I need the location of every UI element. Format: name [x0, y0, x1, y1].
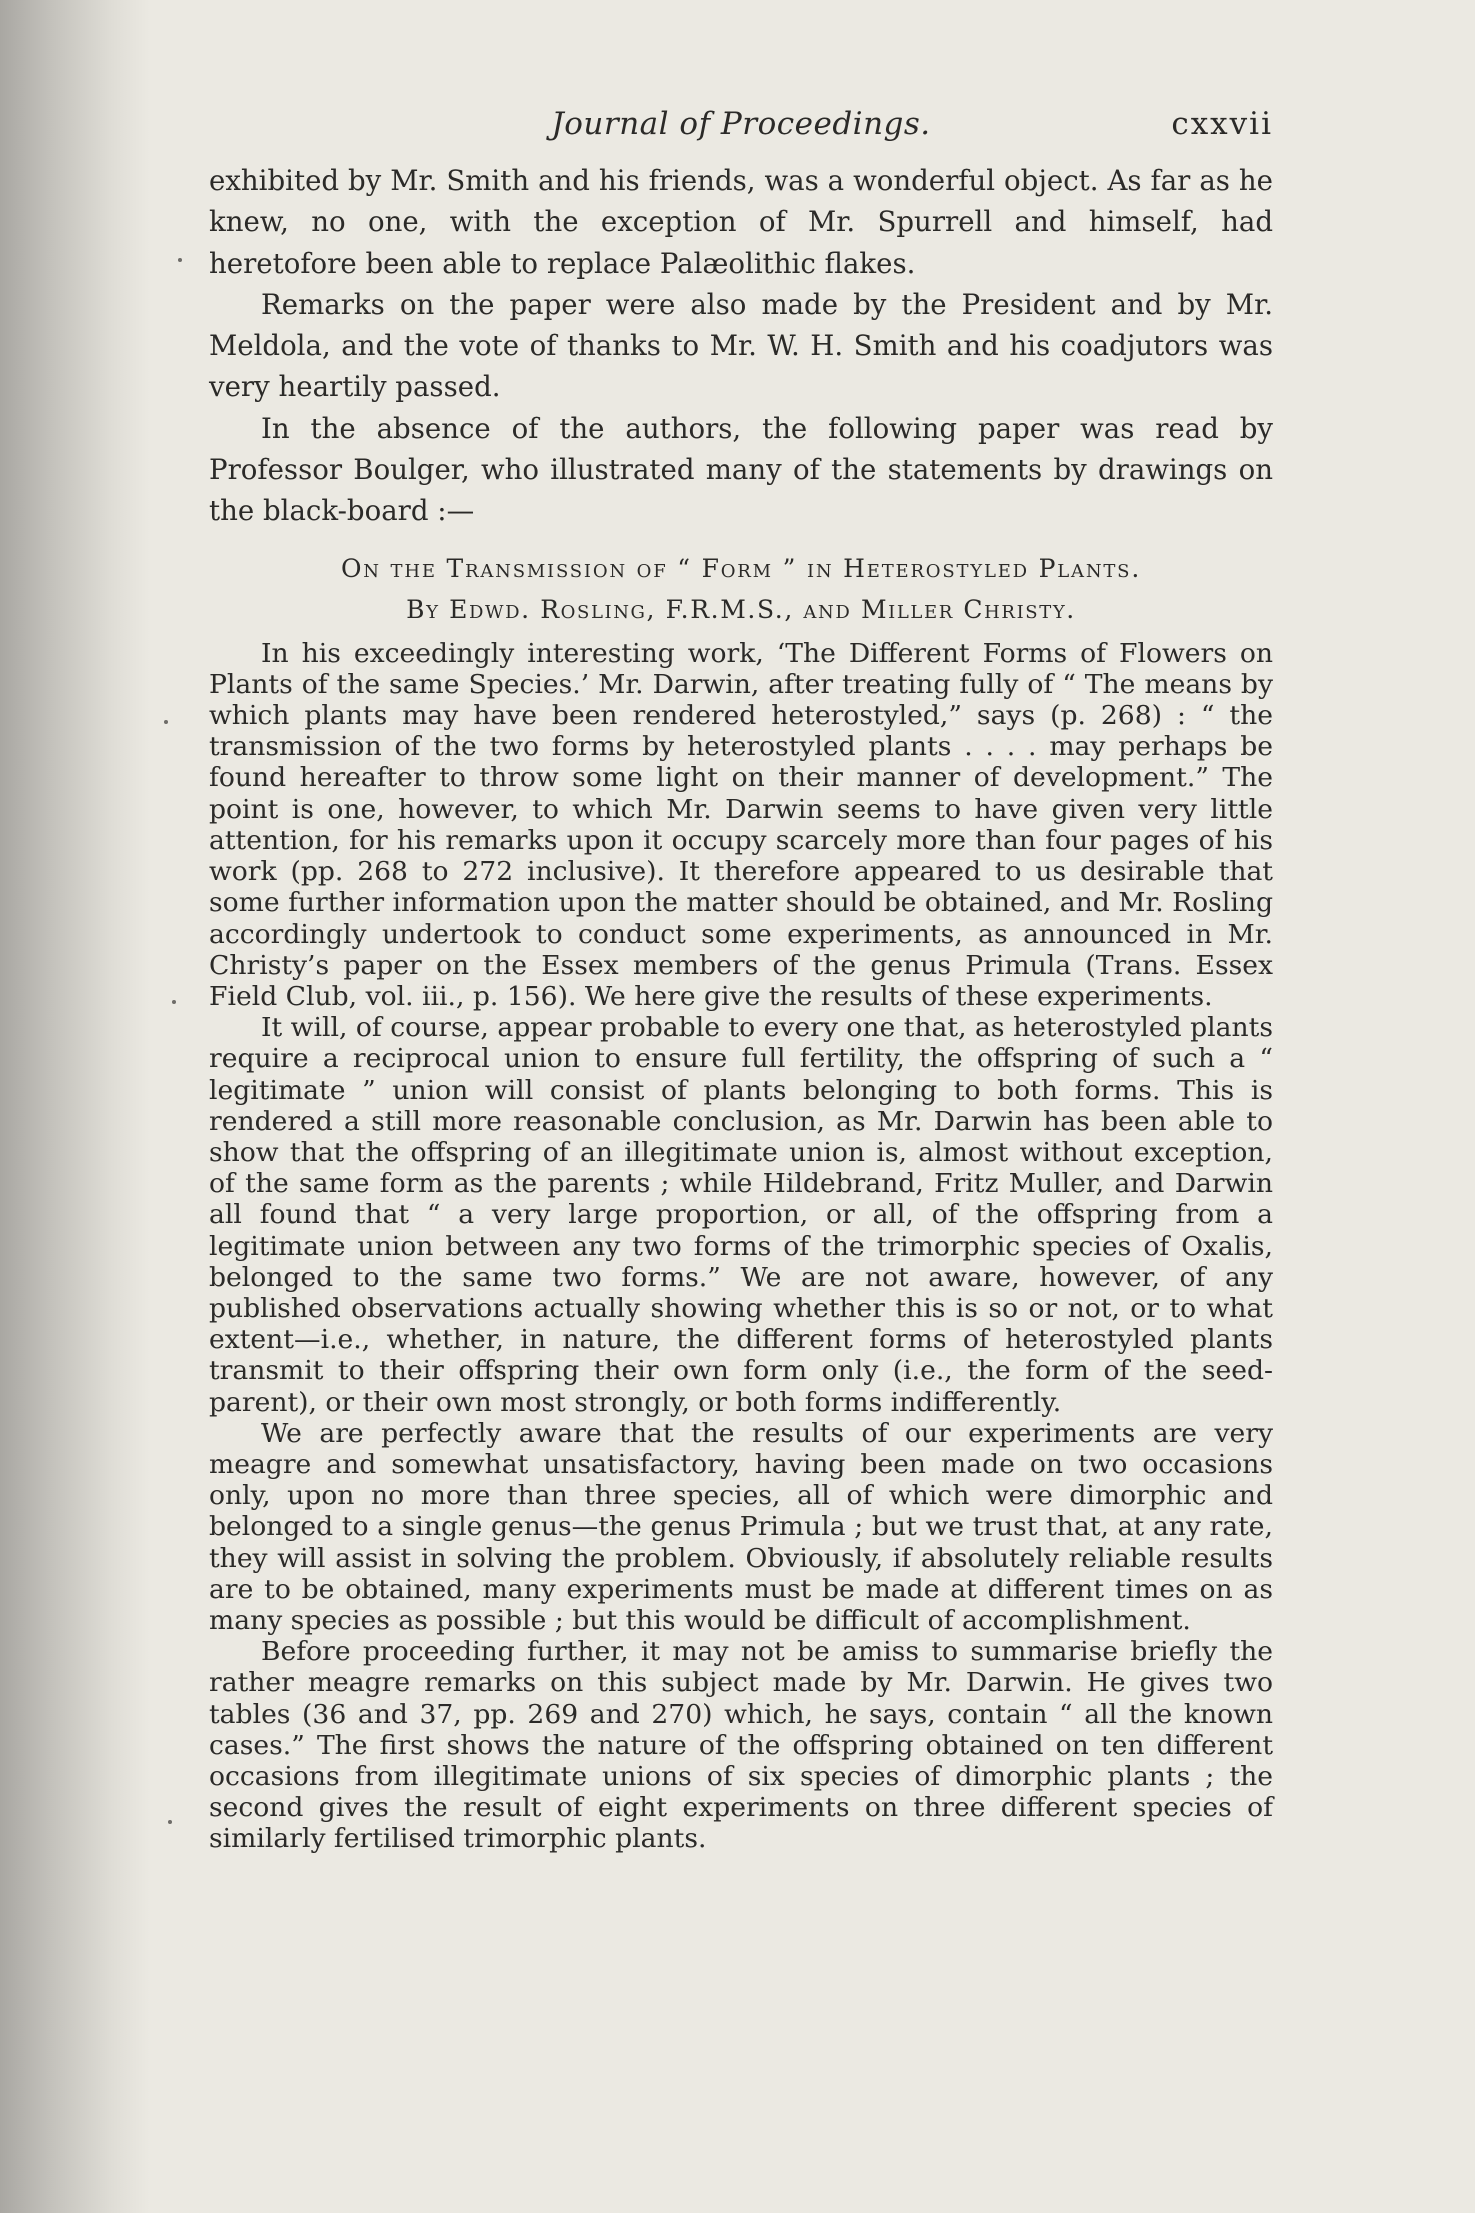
- paper-title: On the Transmission of “ Form ” in Heterostyled Plants.: [340, 553, 1142, 583]
- paper-paragraph: We are perfectly aware that the results of our experiments are very meagre and somewhat unsatisfactory, having been made on two occasions only, upon no more than three species, all of which were dimorphic and belonged to a single genus—the genus Primula ; but we trust that, at any rate, they will assist in solving the problem. Obviously, if absolutely reliable results are to be obtained, many experiments must be made at different times on as many species as possible ; but this would be difficult of accomplishment.: [209, 1417, 1273, 1636]
- page-number: cxxvii: [1171, 106, 1273, 142]
- body-paragraph: exhibited by Mr. Smith and his friends, was a wonderful object. As far as he knew, no one, with the exception of Mr. Spurrell and himself, had heretofore been able to replace Palæolithic flakes.: [209, 164, 1273, 280]
- paper-byline: By Edwd. Rosling, F.R.M.S., and Miller Christy.: [406, 594, 1076, 624]
- margin-speck: [164, 720, 168, 724]
- running-head-title: Journal of Proceedings.: [551, 106, 931, 142]
- paper-paragraph: In his exceedingly interesting work, ‘The Different Forms of Flowers on Plants of the same Species.’ Mr. Darwin, after treating fully of “ The means by which plants may have been rendered heterostyled,” says (p. 268) : “ the transmission of the two forms by heterostyled plants . . . . may perhaps be found hereafter to throw some light on their manner of development.” The point is one, however, to which Mr. Darwin seems to have given very little attention, for his remarks upon it occupy scarcely more than four pages of his work (pp. 268 to 272 inclusive). It therefore appeared to us desirable that some further information upon the matter should be obtained, and Mr. Rosling accordingly undertook to conduct some experiments, as announced in Mr. Christy’s paper on the Essex members of the genus Primula (Trans. Essex Field Club, vol. iii., p. 156). We here give the results of these experiments.: [209, 637, 1273, 1012]
- margin-speck: [168, 1820, 172, 1824]
- paper-paragraph: Before proceeding further, it may not be amiss to summarise briefly the rather meagre remarks on this subject made by Mr. Darwin. He gives two tables (36 and 37, pp. 269 and 270) which, he says, contain “ all the known cases.” The first shows the nature of the offspring obtained on ten different occasions from illegitimate unions of six species of dimorphic plants ; the second gives the result of eight experiments on three different species of similarly fertilised trimorphic plants.: [209, 1636, 1273, 1855]
- margin-speck: [178, 258, 182, 262]
- body-paragraph: Remarks on the paper were also made by the President and by Mr. Meldola, and the vote of thanks to Mr. W. H. Smith and his coadjutors was very heartily passed.: [209, 287, 1273, 404]
- intro-text: [209, 160, 1273, 532]
- paper-paragraph: It will, of course, appear probable to every one that, as heterostyled plants require a reciprocal union to ensure full fertility, the offspring of such a “ legitimate ” union will consist of plants belonging to both forms. This is rendered a still more reasonable conclusion, as Mr. Darwin has been able to show that the offspring of an illegitimate union is, almost without exception, of the same form as the parents ; while Hildebrand, Fritz Muller, and Darwin all found that “ a very large proportion, or all, of the offspring from a legitimate union between any two forms of the trimorphic species of Oxalis, belonged to the same two forms.” We are not aware, however, of any published observations actually showing whether this is so or not, or to what extent—i.e., whether, in nature, the different forms of heterostyled plants transmit to their offspring their own form only (i.e., the form of the seed-parent), or their own most strongly, or both forms indifferently.: [209, 1012, 1273, 1418]
- book-page: [209, 100, 1273, 1855]
- binding-gutter-shadow: [0, 0, 150, 2213]
- paper-body: [209, 638, 1273, 1855]
- body-paragraph: In the absence of the authors, the following paper was read by Professor Boulger, who illustrated many of the statements by drawings on the black-board :—: [209, 411, 1273, 528]
- running-head: [209, 100, 1273, 160]
- margin-speck: [172, 1000, 176, 1004]
